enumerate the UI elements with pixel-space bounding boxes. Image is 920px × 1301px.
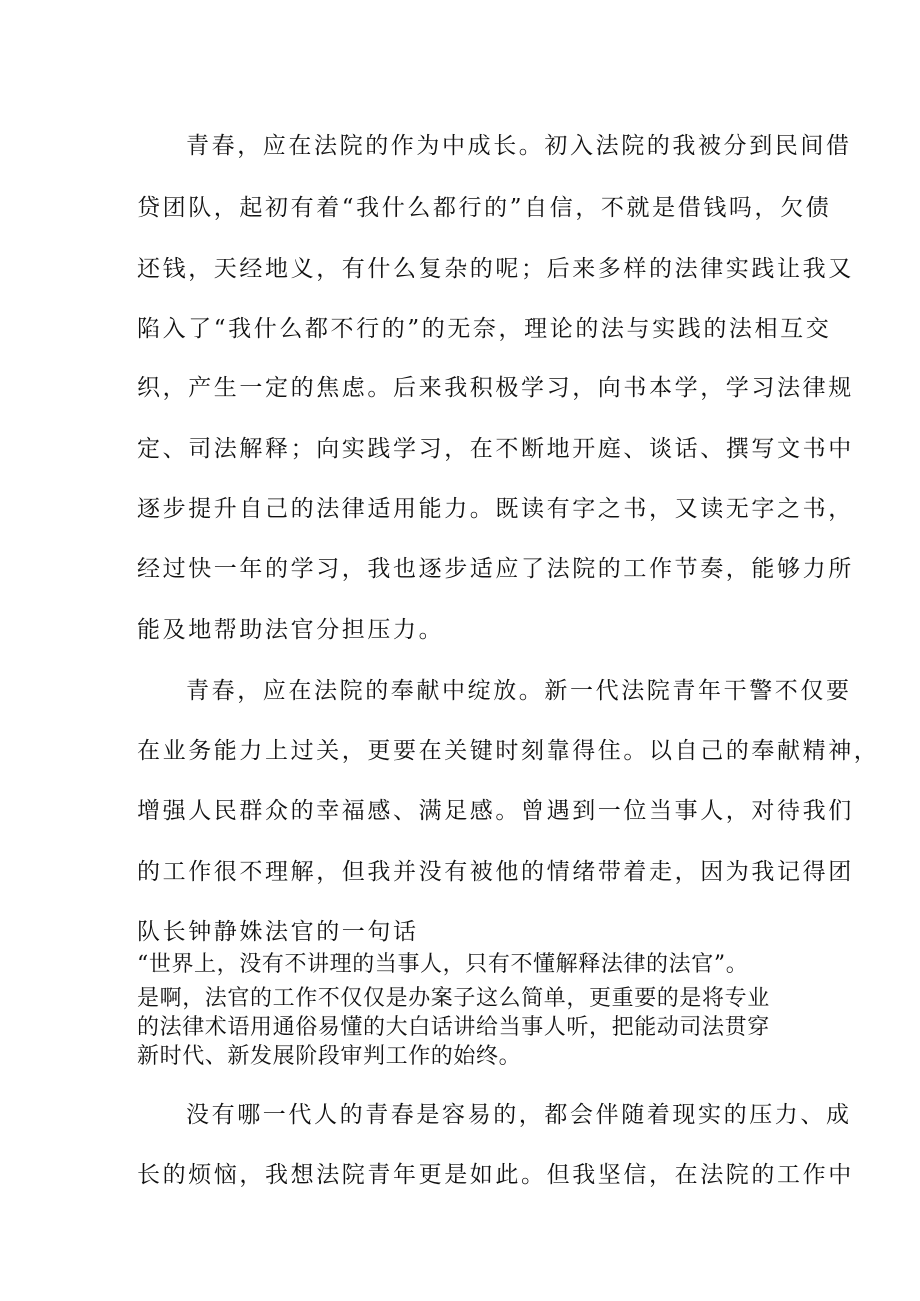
paragraph-2-line-6: “世界上，没有不讲理的当事人，只有不懂解释法律的法官”。	[137, 952, 749, 977]
paragraph-1-line-6: 定、司法解释；向实践学习，在不断地开庭、谈话、撰写文书中	[137, 436, 854, 462]
paragraph-1-line-7: 逐步提升自己的法律适用能力。既读有字之书，又读无字之书，	[137, 496, 854, 522]
paragraph-2-line-9: 新时代、新发展阶段审判工作的始终。	[137, 1044, 522, 1069]
paragraph-2-line-7: 是啊，法官的工作不仅仅是办案子这么简单，更重要的是将专业	[137, 986, 770, 1011]
paragraph-2-line-1: 青春，应在法院的奉献中绽放。新一代法院青年干警不仅要	[186, 678, 852, 704]
paragraph-3-line-2: 长的烦恼，我想法院青年更是如此。但我坚信，在法院的工作中	[137, 1162, 854, 1188]
paragraph-2-line-2: 在业务能力上过关，更要在关键时刻靠得住。以自己的奉献精神，	[137, 738, 880, 764]
paragraph-1-line-8: 经过快一年的学习，我也逐步适应了法院的工作节奏，能够力所	[137, 556, 854, 582]
paragraph-1-line-2: 贷团队，起初有着“我什么都行的”自信，不就是借钱吗，欠债	[137, 195, 832, 221]
paragraph-1-line-5: 织，产生一定的焦虑。后来我积极学习，向书本学，学习法律规	[137, 375, 854, 401]
paragraph-2-line-3: 增强人民群众的幸福感、满足感。曾遇到一位当事人，对待我们	[137, 798, 854, 824]
paragraph-1-line-9: 能及地帮助法官分担压力。	[137, 617, 445, 643]
paragraph-1-line-1: 青春，应在法院的作为中成长。初入法院的我被分到民间借	[186, 133, 852, 159]
paragraph-2-line-8: 的法律术语用通俗易懂的大白话讲给当事人听，把能动司法贯穿	[137, 1015, 770, 1040]
paragraph-1-line-3: 还钱，天经地义，有什么复杂的呢；后来多样的法律实践让我又	[137, 256, 854, 282]
paragraph-3-line-1: 没有哪一代人的青春是容易的，都会伴随着现实的压力、成	[186, 1102, 852, 1128]
paragraph-2-line-4: 的工作很不理解，但我并没有被他的情绪带着走，因为我记得团	[137, 859, 854, 885]
paragraph-2-line-5: 队长钟静姝法官的一句话	[137, 919, 419, 945]
paragraph-1-line-4: 陷入了“我什么都不行的”的无奈，理论的法与实践的法相互交	[137, 316, 832, 342]
